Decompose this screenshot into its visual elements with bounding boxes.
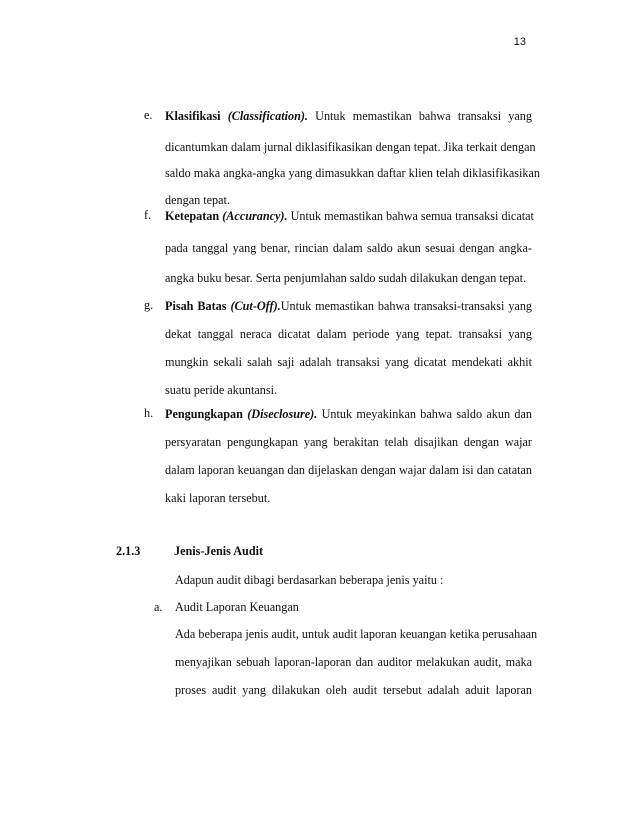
item-first-line	[165, 208, 532, 224]
page-number: 13	[513, 36, 526, 48]
item-term: Klasifikasi	[165, 109, 221, 123]
item-line: dalam laporan keuangan dan dijelaskan dengan wajar dalam isi dan catatan	[165, 463, 532, 477]
item-line: suatu peride akuntansi.	[165, 383, 278, 397]
item-line: mungkin sekali salah saji adalah transaksi yang dicatat mendekati akhit	[165, 355, 532, 369]
item-line: pada tanggal yang benar, rincian dalam saldo akun sesuai dengan angka-	[165, 241, 532, 255]
item-term-english: (Cut-Off).	[230, 299, 281, 313]
item-term: Pisah Batas	[165, 299, 227, 313]
item-marker: e.	[144, 108, 153, 122]
item-marker: f.	[144, 208, 152, 222]
item-marker: h.	[144, 406, 154, 420]
item-line: dekat tanggal neraca dicatat dalam periode yang tepat. transaksi yang	[165, 327, 532, 341]
item-line: dicantumkan dalam jurnal diklasifikasikan dengan tepat. Jika terkait dengan	[165, 140, 536, 154]
section-heading	[116, 544, 140, 559]
item-text: Untuk memastikan bahwa transaksi-transaksi yang	[280, 299, 533, 313]
item-line: angka buku besar. Serta penjumlahan saldo sudah dilakukan dengan tepat.	[165, 271, 527, 285]
section-title: Jenis-Jenis Audit	[174, 544, 264, 558]
item-term-english: (Diseclosure).	[247, 407, 318, 421]
item-term-english: (Classification).	[227, 109, 308, 123]
item-term: Pengungkapan	[165, 407, 243, 421]
item-line: saldo maka angka-angka yang dimasukkan daftar klien telah diklasifikasikan	[165, 166, 540, 180]
item-term: Ketepatan	[165, 209, 220, 223]
item-line: persyaratan pengungkapan yang berakitan telah disajikan dengan wajar	[165, 435, 532, 449]
item-text: Untuk meyakinkan bahwa saldo akun dan	[317, 407, 532, 421]
sub-item-marker: a.	[154, 600, 163, 614]
sub-item-line: menyajikan sebuah laporan-laporan dan auditor melakukan audit, maka	[175, 655, 532, 669]
item-first-line	[165, 108, 532, 124]
item-first-line	[165, 298, 532, 314]
item-text: Untuk memastikan bahwa semua transaksi dicatat	[287, 209, 534, 223]
item-text: Untuk memastikan bahwa transaksi yang	[307, 109, 532, 123]
section-number: 2.1.3	[116, 544, 141, 558]
item-line: dengan tepat.	[165, 193, 230, 207]
section-intro: Adapun audit dibagi berdasarkan beberapa jenis yaitu :	[175, 573, 444, 587]
item-marker: g.	[144, 298, 154, 312]
item-term-english: (Accurancy).	[222, 209, 288, 223]
sub-item-line: proses audit yang dilakukan oleh audit tersebut adalah aduit laporan	[175, 683, 532, 697]
sub-item-line: Ada beberapa jenis audit, untuk audit laporan keuangan ketika perusahaan	[175, 627, 538, 641]
sub-item-title: Audit Laporan Keuangan	[175, 600, 299, 614]
item-first-line	[165, 406, 532, 422]
item-line: kaki laporan tersebut.	[165, 491, 271, 505]
